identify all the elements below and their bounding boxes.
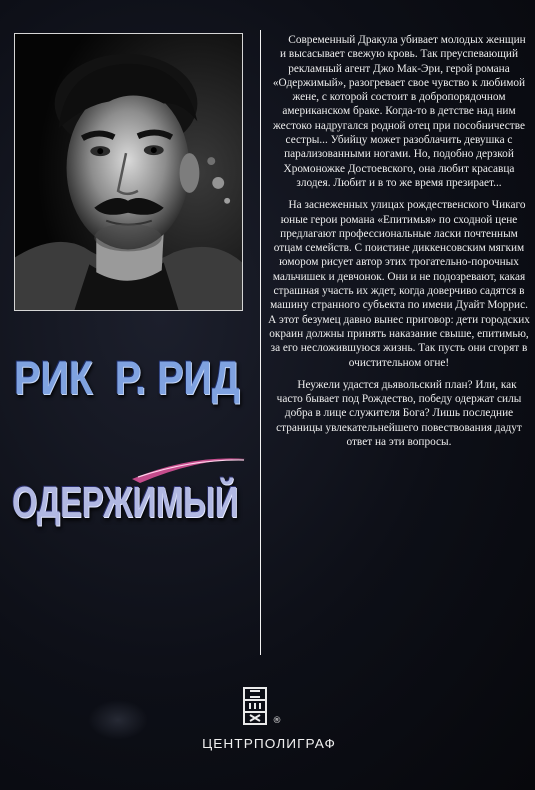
cover-blurb [268,33,530,457]
author-portrait [15,34,242,310]
background-smudge [88,700,148,740]
publisher-logo-icon [240,685,272,727]
blurb-paragraph-3: Неужели удастся дьявольский план? Или, как часто бывает под Рождество, победу одержат силы добра в лице служителя Бога? Лишь последние страницы увлекательнейшего повествования дадут ответ на эти вопросы. [276,378,522,449]
author-photo [14,33,243,311]
book-title: ОДЕРЖИМЫЙ [12,478,239,527]
registered-mark: ® [272,716,282,726]
vertical-divider [260,30,261,655]
publisher-name: ЦЕНТРПОЛИГРАФ [202,736,336,751]
author-name: РИК Р. РИД [14,351,240,404]
blurb-paragraph-2: На заснеженных улицах рождественского Чикаго юные герои романа «Епитимья» по сходной цене предлагают профессиональные ласки почтенным отцам семейств. С поистине диккенсовским мягким юмором рисует автор этих трогательно-порочных мальчишек и девчонок. Они и не подозревают, какая страшная участь их ждет, когда доверчиво садятся в машину странного субъекта по имени Дуайт Моррис. А этот безумец давно вынес приговор: дети городских окраин должны принять наказание свыше, епитимью, за его несложившуюся жизнь. Так пусть они сгорят в очистительном огне! [268,199,530,369]
blurb-paragraph-1: Современный Дракула убивает молодых женщин и высасывает свежую кровь. Так преуспевающий рекламный агент Джо Мак-Эри, герой романа «Одержимый», разогревает свое чувство к любимой жене, с которой состоит в добропорядочном американском браке. Когда-то в детстве над ним жестоко надругался родной отец при пособничестве сестры... Убийцу может разоблачить девушка с парализованными ногами. Но, подобно дерзкой Хромоножке Достоевского, она любит красавца злодея. Любит и в то же время презирает... [272,34,526,189]
